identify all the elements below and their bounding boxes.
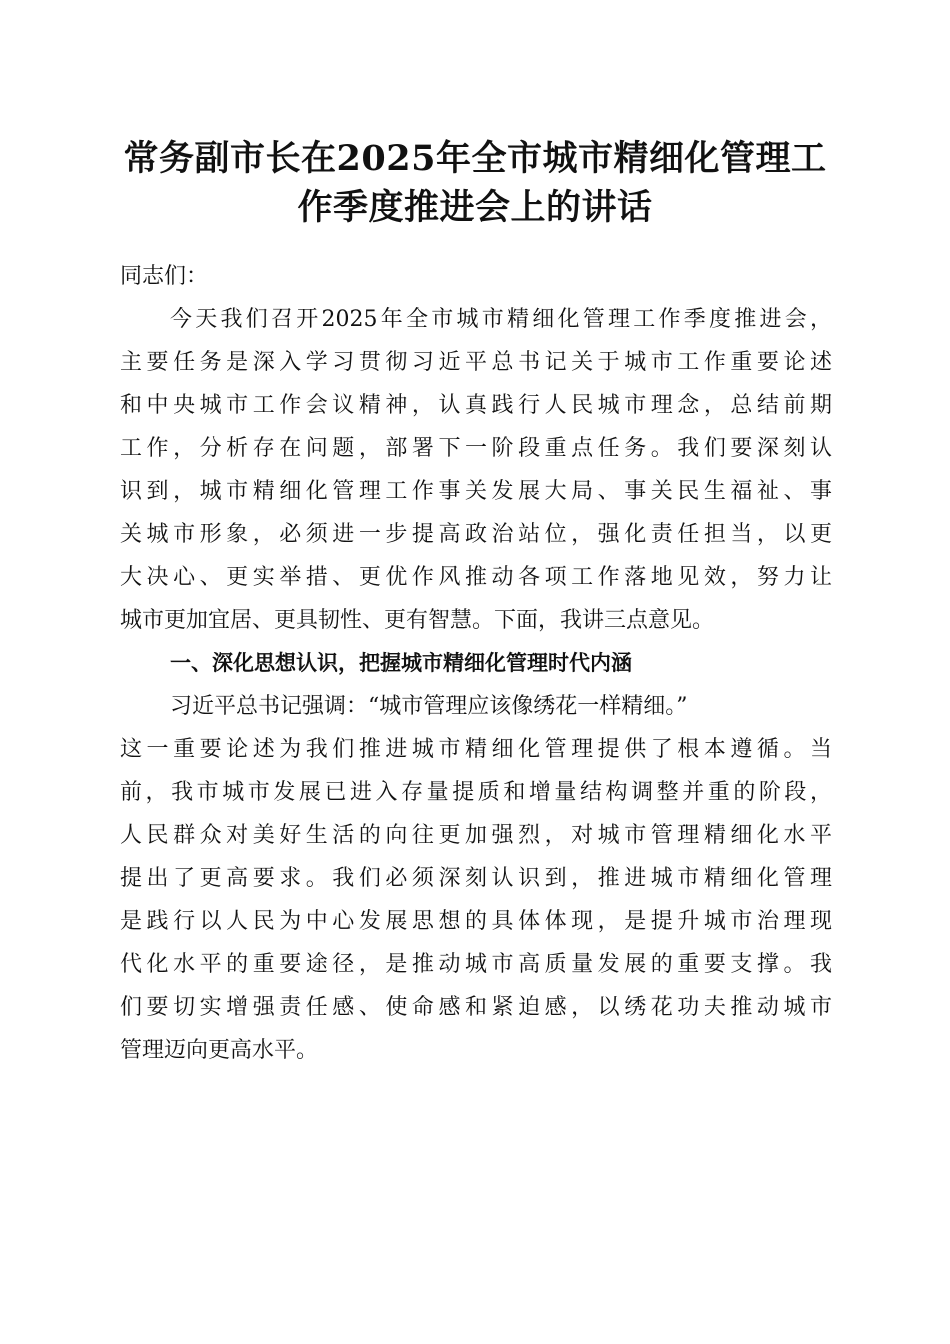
document-body bbox=[120, 255, 832, 1072]
paragraph-2-line: 这一重要论述为我们推进城市精细化管理提供了根本遵循。当 bbox=[120, 737, 832, 762]
paragraph-1-line: 主要任务是深入学习贯彻习近平总书记关于城市工作重要论述 bbox=[120, 350, 832, 375]
paragraph-1 bbox=[120, 298, 832, 642]
paragraph-2-line: 前，我市城市发展已进入存量提质和增量结构调整并重的阶段， bbox=[120, 780, 832, 805]
salutation: 同志们： bbox=[120, 264, 209, 289]
paragraph-2-line: 代化水平的重要途径，是推动城市高质量发展的重要支撑。我 bbox=[120, 952, 832, 977]
paragraph-2-line: 提出了更高要求。我们必须深刻认识到，推进城市精细化管理 bbox=[120, 866, 832, 891]
paragraph-1-line: 关城市形象，必须进一步提高政治站位，强化责任担当，以更 bbox=[120, 522, 832, 547]
paragraph-1-line: 工作，分析存在问题，部署下一阶段重点任务。我们要深刻认 bbox=[120, 436, 832, 461]
paragraph-1-line: 大决心、更实举措、更优作风推动各项工作落地见效，努力让 bbox=[120, 565, 832, 590]
paragraph-2-line: 们要切实增强责任感、使命感和紧迫感，以绣花功夫推动城市 bbox=[120, 995, 832, 1020]
paragraph-1-line: 和中央城市工作会议精神，认真践行人民城市理念，总结前期 bbox=[120, 393, 832, 418]
paragraph-2-line: 管理迈向更高水平。 bbox=[120, 1038, 319, 1063]
paragraph-1-line: 城市更加宜居、更具韧性、更有智慧。下面，我讲三点意见。 bbox=[120, 608, 715, 633]
paragraph-1-line: 识到，城市精细化管理工作事关发展大局、事关民生福祉、事 bbox=[120, 479, 832, 504]
paragraph-2-line: 是践行以人民为中心发展思想的具体体现，是提升城市治理现 bbox=[120, 909, 832, 934]
title-line-1: 常务副市长在2025年全市城市精细化管理工 bbox=[123, 138, 827, 179]
paragraph-2-line: 习近平总书记强调：“城市管理应该像绣花一样精细。” bbox=[170, 694, 688, 719]
title-line-2: 作季度推进会上的讲话 bbox=[297, 187, 653, 228]
paragraph-1-line: 今天我们召开2025年全市城市精细化管理工作季度推进会， bbox=[170, 307, 832, 332]
document-title bbox=[100, 134, 850, 232]
section-1-heading: 一、深化思想认识，把握城市精细化管理时代内涵 bbox=[170, 651, 632, 675]
paragraph-2 bbox=[120, 685, 832, 1072]
paragraph-2-line: 人民群众对美好生活的向往更加强烈，对城市管理精细化水平 bbox=[120, 823, 832, 848]
